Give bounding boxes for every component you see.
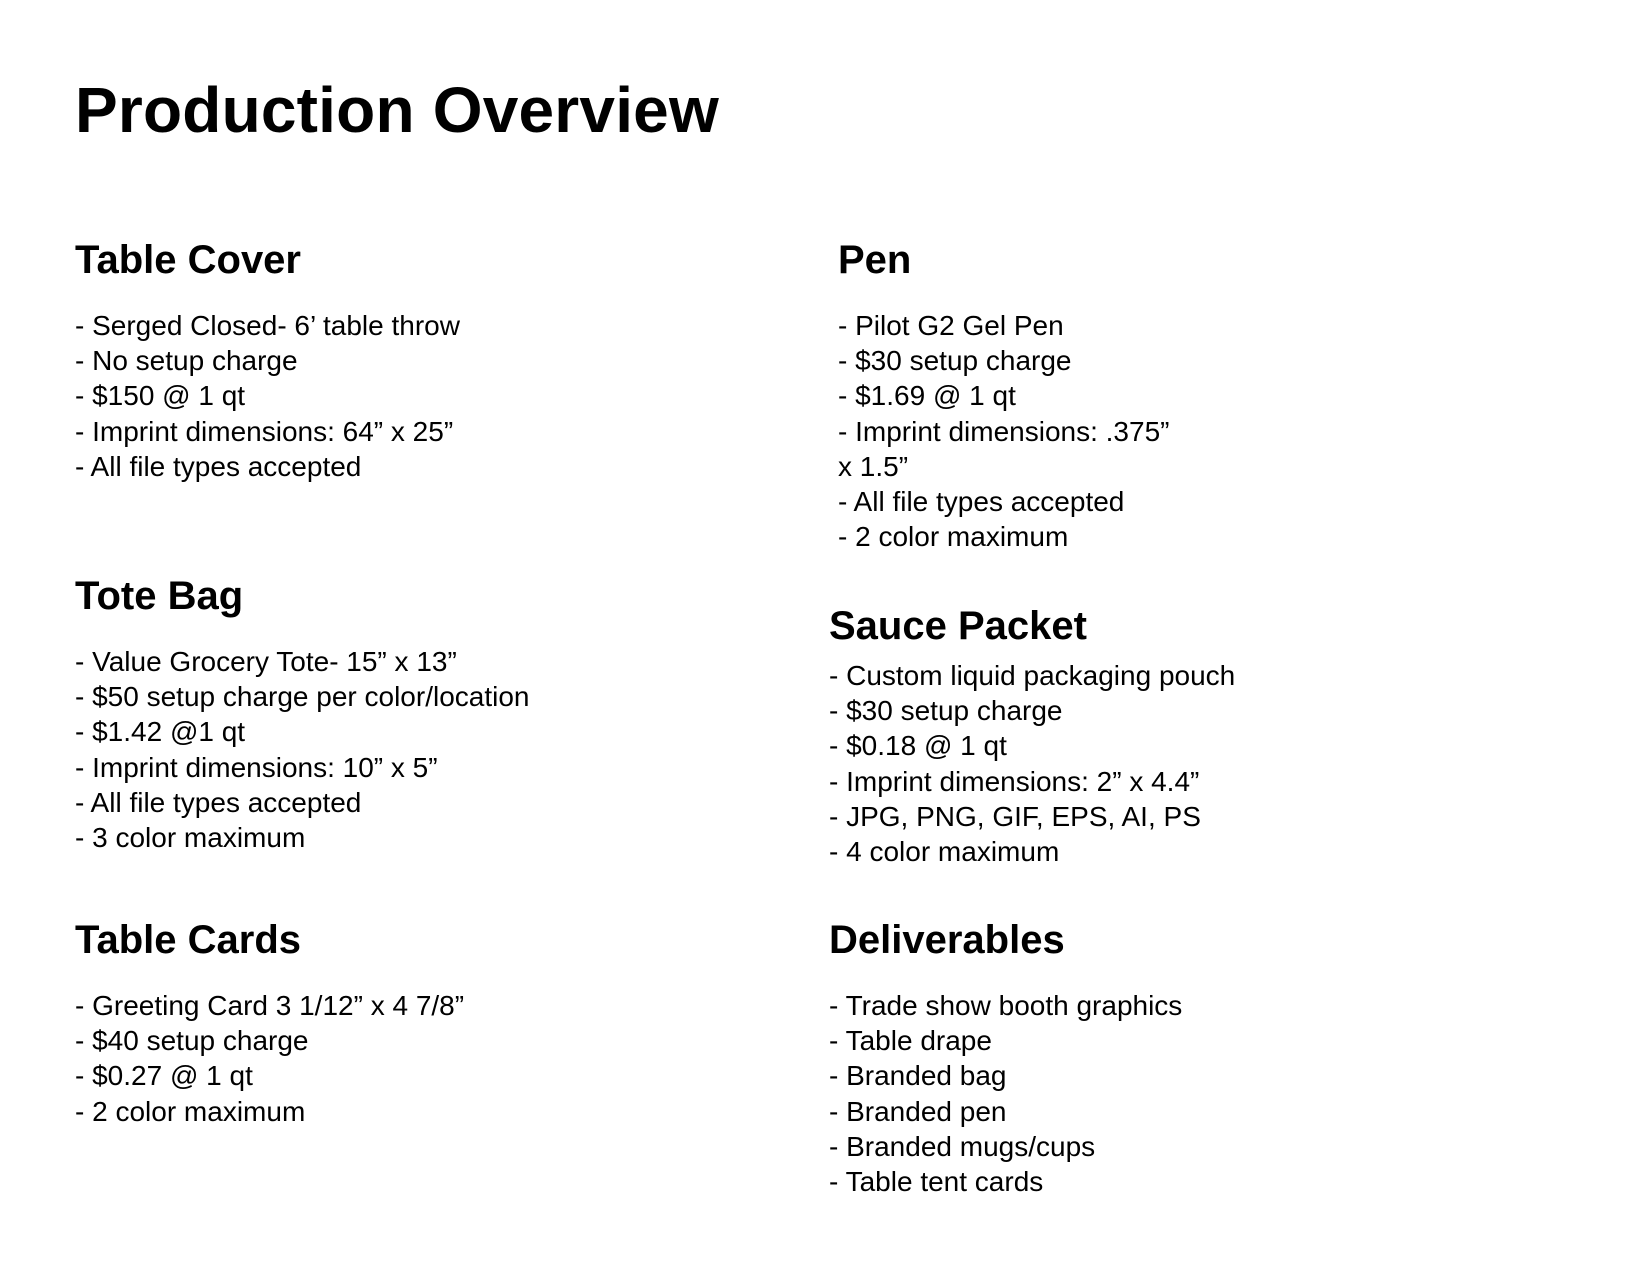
list-item: - 2 color maximum (838, 521, 1069, 553)
section-heading-table-cards: Table Cards (75, 918, 301, 962)
list-item: - $150 @ 1 qt (75, 380, 246, 412)
section-heading-sauce-packet: Sauce Packet (829, 604, 1087, 648)
list-item: - Greeting Card 3 1/12” x 4 7/8” (75, 990, 465, 1021)
list-item: - Imprint dimensions: 10” x 5” (75, 751, 438, 783)
list-item: - Imprint dimensions: 64” x 25” (75, 415, 454, 447)
list-item: - Branded bag (829, 1060, 1007, 1092)
spec-list-table-cards (75, 988, 464, 1129)
list-item: - 2 color maximum (75, 1095, 306, 1127)
section-heading-deliverables: Deliverables (829, 918, 1065, 962)
spec-list-pen (838, 308, 1169, 554)
list-item: - Pilot G2 Gel Pen (838, 310, 1064, 341)
list-item: - 3 color maximum (75, 822, 306, 854)
list-item: - All file types accepted (75, 786, 362, 818)
section-tote-bag (75, 576, 530, 855)
list-item: - All file types accepted (75, 450, 362, 482)
section-pen (838, 240, 1169, 554)
list-item: - All file types accepted (838, 486, 1125, 518)
list-item: x 1.5” (838, 450, 909, 482)
section-sauce-packet (829, 606, 1235, 869)
list-item: - $40 setup charge (75, 1025, 309, 1057)
list-item: - $0.18 @ 1 qt (829, 730, 1007, 762)
page-title: Production Overview (75, 74, 719, 146)
list-item: - $0.27 @ 1 qt (75, 1060, 253, 1092)
spec-list-tote-bag (75, 644, 530, 855)
list-item: - No setup charge (75, 345, 298, 377)
list-item: - Value Grocery Tote- 15” x 13” (75, 646, 457, 677)
list-item: - Custom liquid packaging pouch (829, 660, 1236, 691)
spec-list-table-cover (75, 308, 460, 484)
section-deliverables (829, 920, 1182, 1199)
list-item: - Table drape (829, 1025, 992, 1057)
list-item: - $30 setup charge (829, 695, 1063, 727)
list-item: - Branded mugs/cups (829, 1130, 1096, 1162)
list-item: - Imprint dimensions: .375” (838, 415, 1170, 447)
deliverables-list (829, 988, 1182, 1199)
list-item: - 4 color maximum (829, 836, 1060, 868)
section-heading-table-cover: Table Cover (75, 238, 301, 282)
list-item: - $1.69 @ 1 qt (838, 380, 1016, 412)
section-table-cover (75, 240, 460, 484)
list-item: - $1.42 @1 qt (75, 716, 246, 748)
list-item: - Branded pen (829, 1095, 1007, 1127)
list-item: - Table tent cards (829, 1166, 1044, 1198)
list-item: - $30 setup charge (838, 345, 1072, 377)
list-item: - Trade show booth graphics (829, 990, 1183, 1021)
list-item: - Imprint dimensions: 2” x 4.4” (829, 765, 1200, 797)
spec-list-sauce-packet (829, 658, 1235, 869)
section-table-cards (75, 920, 464, 1129)
list-item: - $50 setup charge per color/location (75, 681, 530, 713)
section-heading-tote-bag: Tote Bag (75, 574, 244, 618)
section-heading-pen: Pen (838, 238, 912, 282)
list-item: - JPG, PNG, GIF, EPS, AI, PS (829, 800, 1201, 832)
list-item: - Serged Closed- 6’ table throw (75, 310, 460, 341)
